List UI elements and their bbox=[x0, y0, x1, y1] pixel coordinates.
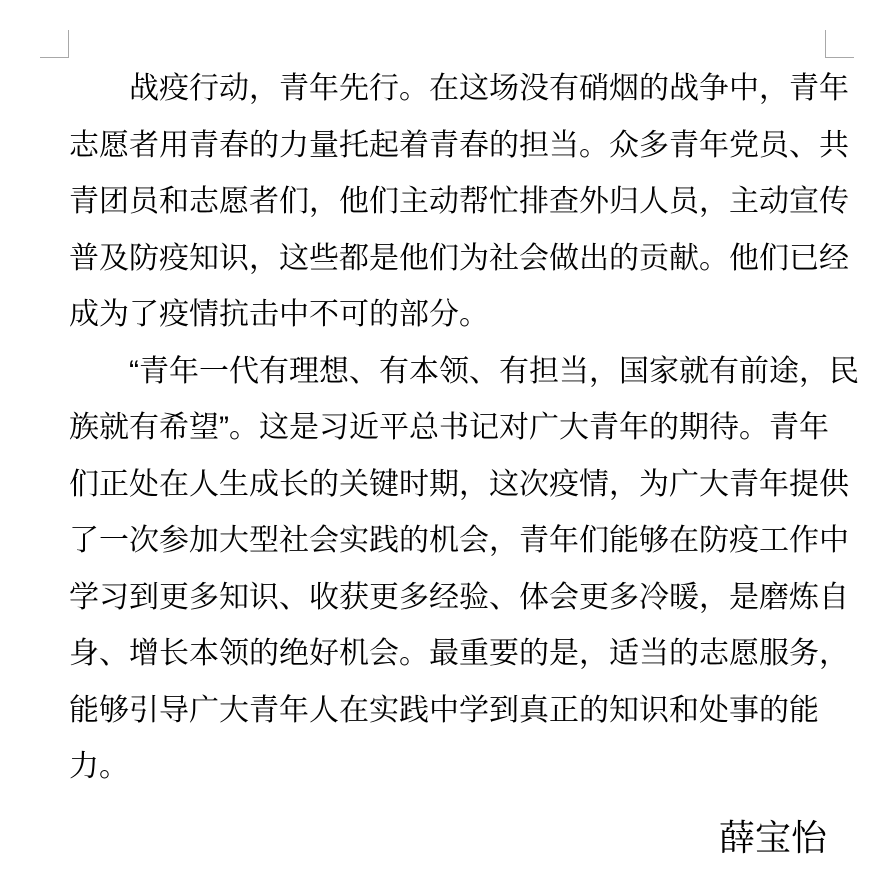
paragraph-2 bbox=[69, 344, 869, 796]
margin-corner-mark-top-left bbox=[40, 30, 69, 58]
document-body bbox=[69, 61, 869, 796]
text-line: 学习到更多知识、收获更多经验、体会更多冷暖，是磨炼自 bbox=[69, 580, 849, 614]
text-line: 志愿者用青春的力量托起着青春的担当。众多青年党员、共 bbox=[69, 128, 849, 162]
text-line: 成为了疫情抗击中不可的部分。 bbox=[69, 298, 489, 331]
text-line: “青年一代有理想、有本领、有担当，国家就有前途，民 bbox=[129, 354, 859, 388]
text-line: 身、增长本领的绝好机会。最重要的是，适当的志愿服务， bbox=[69, 637, 849, 670]
text-line: 普及防疫知识，这些都是他们为社会做出的贡献。他们已经 bbox=[69, 241, 849, 275]
author-signature: 薛宝怡 bbox=[718, 817, 827, 858]
text-line: 力。 bbox=[69, 750, 129, 783]
text-line: 族就有希望”。这是习近平总书记对广大青年的期待。青年 bbox=[69, 411, 829, 444]
text-line: 能够引导广大青年人在实践中学到真正的知识和处事的能 bbox=[69, 693, 819, 727]
paragraph-1 bbox=[69, 61, 869, 344]
text-line: 战疫行动，青年先行。在这场没有硝烟的战争中，青年 bbox=[129, 72, 849, 105]
text-line: 了一次参加大型社会实践的机会，青年们能够在防疫工作中 bbox=[69, 524, 849, 557]
margin-corner-mark-top-right bbox=[825, 30, 854, 58]
text-line: 们正处在人生成长的关键时期，这次疫情，为广大青年提供 bbox=[69, 467, 849, 501]
text-line: 青团员和志愿者们，他们主动帮忙排查外归人员，主动宣传 bbox=[69, 185, 849, 218]
